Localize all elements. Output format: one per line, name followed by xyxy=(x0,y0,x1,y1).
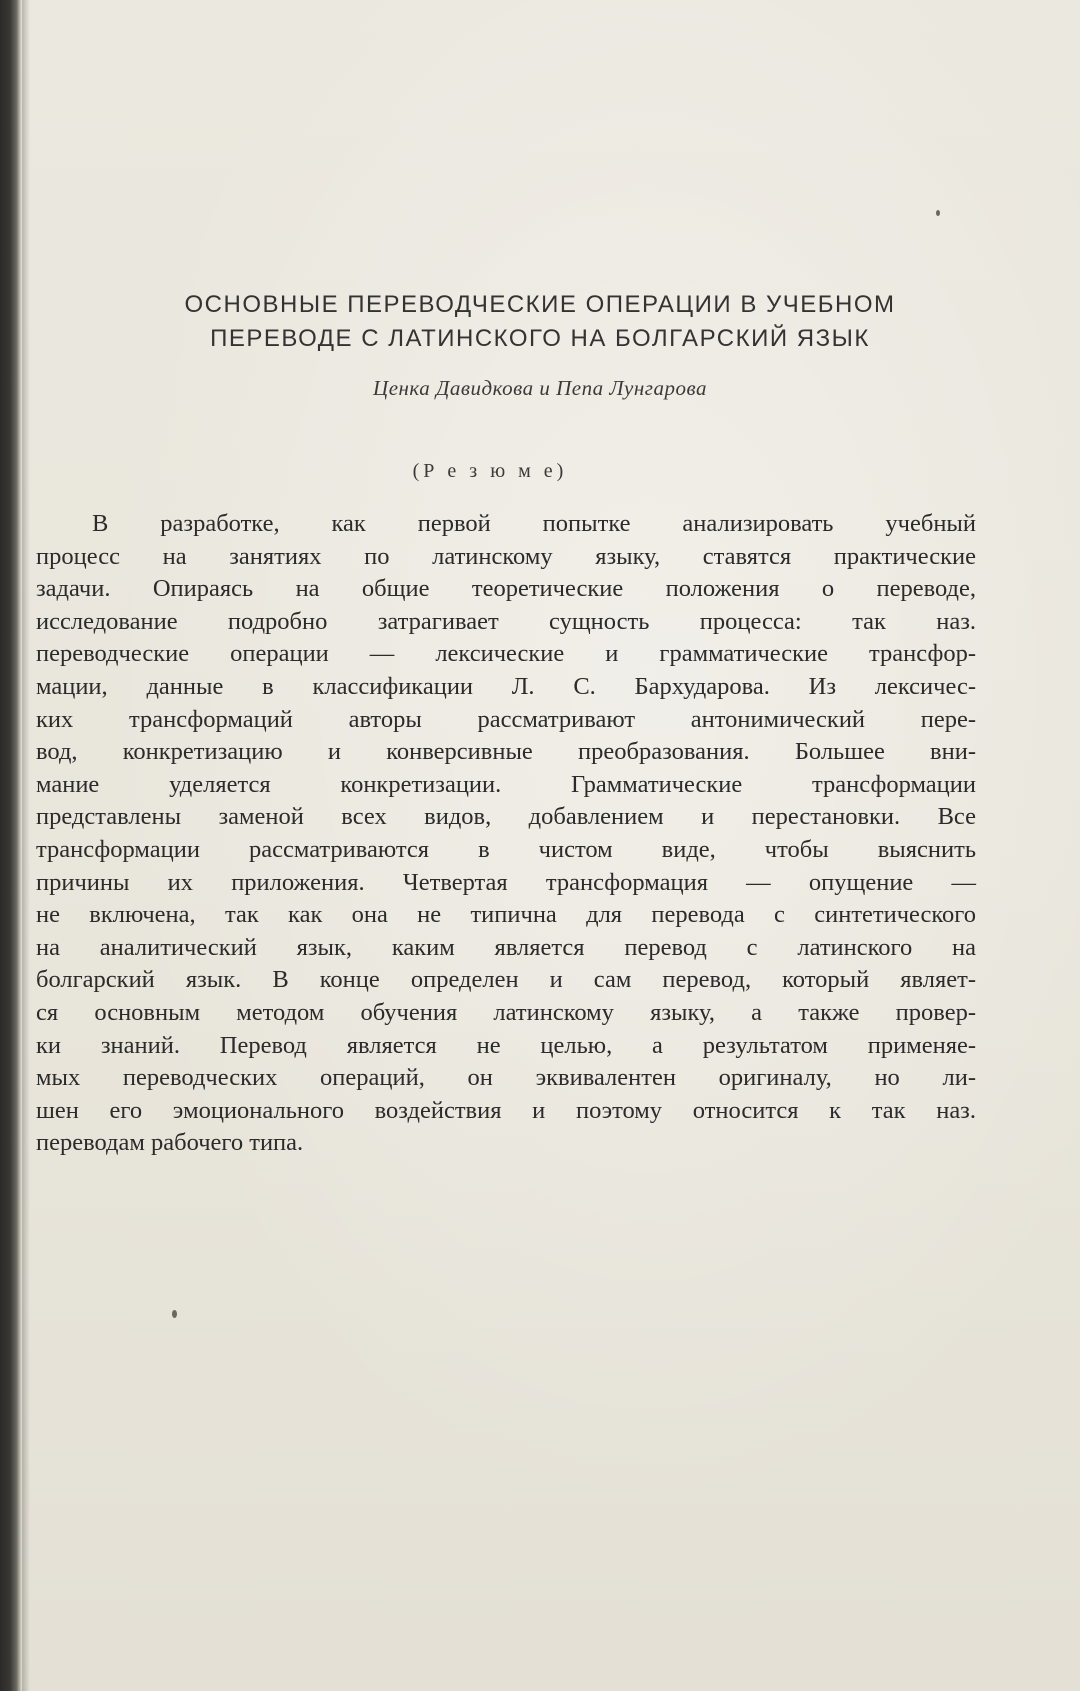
body-line: мание уделяется конкретизации. Грамматические трансформации xyxy=(36,770,976,798)
spine-edge-shadow xyxy=(22,0,30,1691)
body-line: представлены заменой всех видов, добавлением и перестановки. Все xyxy=(36,803,976,831)
body-line: болгарский язык. В конце определен и сам перевод, который являет- xyxy=(36,966,976,994)
paper-speck xyxy=(172,1310,177,1318)
body-line: мых переводческих операций, он эквивалентен оригиналу, но ли- xyxy=(36,1064,976,1092)
article-title xyxy=(120,288,960,356)
paper-speck xyxy=(936,210,940,216)
body-line: задачи. Опираясь на общие теоретические положения о переводе, xyxy=(36,575,976,603)
title-line-1: ОСНОВНЫЕ ПЕРЕВОДЧЕСКИЕ ОПЕРАЦИИ В УЧЕБНОМ xyxy=(184,291,896,318)
body-line: ки знаний. Перевод является не целью, а результатом применяе- xyxy=(36,1031,976,1059)
abstract-body xyxy=(36,508,976,1160)
article-authors: Ценка Давидкова и Пепа Лунгарова xyxy=(373,376,707,400)
body-line: процесс на занятиях по латинскому языку, ставятся практические xyxy=(36,542,976,570)
body-line: шен его эмоционального воздействия и поэтому относится к так наз. xyxy=(36,1096,976,1124)
body-line: на аналитический язык, каким является перевод с латинского на xyxy=(36,933,976,961)
body-line: исследование подробно затрагивает сущность процесса: так наз. xyxy=(36,607,976,635)
body-line: вод, конкретизацию и конверсивные преобразования. Большее вни- xyxy=(36,738,976,766)
body-line: переводам рабочего типа. xyxy=(36,1129,304,1157)
body-line: ких трансформаций авторы рассматривают антонимический пере- xyxy=(36,705,976,733)
body-line: В разработке, как первой попытке анализировать учебный xyxy=(92,510,976,537)
body-line: переводческие операции — лексические и грамматические трансфор- xyxy=(36,640,976,668)
body-line: причины их приложения. Четвертая трансформация — опущение — xyxy=(36,868,976,896)
body-line: не включена, так как она не типична для перевода с синтетического xyxy=(36,901,976,929)
body-line: трансформации рассматриваются в чистом виде, чтобы выяснить xyxy=(36,835,976,863)
section-label: (Р е з ю м е) xyxy=(412,460,568,482)
body-line: ся основным методом обучения латинскому языку, а также провер- xyxy=(36,998,976,1026)
body-line: мации, данные в классификации Л. С. Бархударова. Из лексичес- xyxy=(36,672,976,700)
book-spine-shadow xyxy=(0,0,22,1691)
title-line-2: ПЕРЕВОДЕ С ЛАТИНСКОГО НА БОЛГАРСКИЙ ЯЗЫК xyxy=(210,325,870,352)
